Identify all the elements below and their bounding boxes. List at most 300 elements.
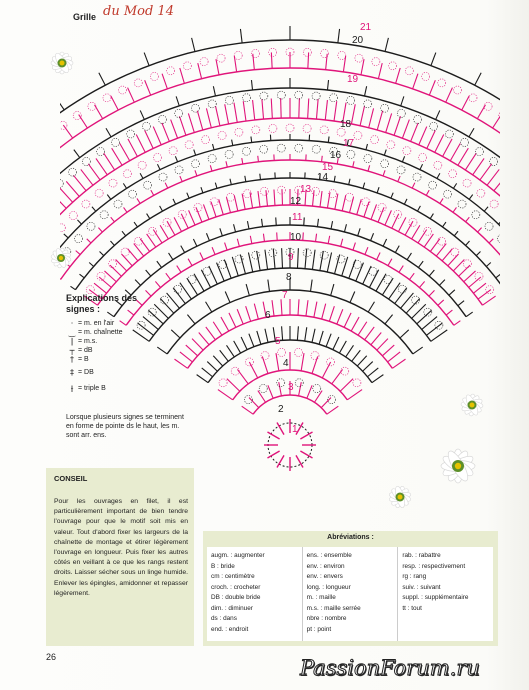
tdb-icon: ┬ xyxy=(69,346,75,355)
chain-loop xyxy=(389,62,397,70)
stitch-mark xyxy=(253,100,255,120)
stitch-mark xyxy=(225,104,229,124)
stitch-mark xyxy=(180,283,191,299)
stitch-mark xyxy=(136,135,145,153)
stitch-mark xyxy=(363,362,373,372)
stitch-mark xyxy=(64,234,68,238)
legend-row xyxy=(66,346,186,355)
row-number: 10 xyxy=(290,232,302,243)
stitch-mark xyxy=(392,359,405,368)
row-arc xyxy=(60,140,500,268)
chain-loop xyxy=(231,367,239,375)
chain-loop xyxy=(429,181,437,189)
stitch-mark xyxy=(242,194,245,210)
stitch-mark xyxy=(322,304,326,319)
chain-loop xyxy=(277,144,285,152)
chain-loop xyxy=(472,211,480,219)
stitch-mark xyxy=(111,217,115,222)
stitch-mark xyxy=(437,173,440,178)
chain-loop xyxy=(463,260,471,268)
stitch-mark xyxy=(466,241,470,245)
chain-loop xyxy=(312,92,320,100)
stitch-mark xyxy=(404,199,407,204)
chain-loop xyxy=(469,94,477,102)
chain-loop xyxy=(451,248,459,256)
stitch-mark xyxy=(419,281,424,287)
stitch-mark xyxy=(60,188,73,203)
stitch-mark xyxy=(386,113,392,132)
stitch-mark xyxy=(459,265,470,276)
abbreviation-item: m. : maille xyxy=(306,594,336,601)
chain-loop xyxy=(175,109,183,117)
stitch-mark xyxy=(232,140,233,146)
chain-loop xyxy=(381,160,389,168)
stitch-mark xyxy=(188,113,194,132)
legend-text: = triple B xyxy=(78,384,106,392)
page-number: 26 xyxy=(46,652,57,662)
stitch-mark xyxy=(251,137,252,143)
stitch-mark xyxy=(383,170,385,176)
stitch-mark xyxy=(240,29,242,43)
chain-loop xyxy=(128,190,136,198)
stitch-mark xyxy=(165,183,168,188)
stitch-mark xyxy=(489,239,493,243)
stitch-mark xyxy=(213,356,222,366)
stitch-mark xyxy=(234,103,237,123)
stitch-mark xyxy=(427,130,435,148)
abbreviation-item: nbre : nombre xyxy=(306,615,347,622)
chain-loop xyxy=(497,235,500,243)
chain-loop xyxy=(413,173,421,181)
chain-loop xyxy=(295,379,303,387)
stitch-mark xyxy=(458,148,468,165)
stitch-mark xyxy=(377,187,379,193)
stitch-mark xyxy=(229,313,236,327)
stitch-mark xyxy=(453,183,456,188)
chain-loop xyxy=(313,385,321,393)
stitch-mark xyxy=(322,156,323,162)
chain-loop xyxy=(303,124,311,132)
stitch-mark xyxy=(429,80,435,95)
stitch-mark xyxy=(180,176,182,182)
chain-loop xyxy=(153,154,161,162)
stitch-mark xyxy=(305,249,307,269)
chain-loop xyxy=(381,104,389,112)
stitch-mark xyxy=(281,98,282,118)
chain-loop xyxy=(294,348,302,356)
chain-loop xyxy=(295,91,303,99)
crochet-chart xyxy=(60,0,500,480)
stitch-mark xyxy=(123,183,126,188)
chain-loop xyxy=(260,187,268,195)
stitch-mark xyxy=(378,63,382,79)
stitch-mark xyxy=(465,153,476,170)
stitch-mark xyxy=(464,271,476,282)
stitch-mark xyxy=(124,207,127,212)
chain-loop xyxy=(353,379,361,387)
stitch-mark xyxy=(151,190,154,195)
legend-text: = B xyxy=(78,356,89,363)
chain-loop xyxy=(354,131,362,139)
stitch-mark xyxy=(346,345,354,357)
stitch-mark xyxy=(153,229,162,242)
chain-loop xyxy=(183,62,191,70)
stitch-mark xyxy=(234,56,236,72)
stitch-mark xyxy=(73,175,86,190)
stitch-mark xyxy=(473,283,485,293)
chain-loop xyxy=(269,124,277,132)
stitch-mark xyxy=(494,175,500,190)
stitch-mark xyxy=(266,190,268,206)
stitch-mark xyxy=(319,331,323,344)
stitch-mark xyxy=(402,120,409,139)
stitch-mark xyxy=(196,207,202,222)
stitch-mark xyxy=(66,181,79,196)
stitch-mark xyxy=(282,248,283,268)
stitch-mark xyxy=(475,73,481,85)
chain-loop xyxy=(259,385,267,393)
stitch-mark xyxy=(60,98,64,110)
stitch-mark xyxy=(122,231,126,236)
chain-loop xyxy=(277,91,285,99)
stitch-mark xyxy=(442,222,445,227)
row-number: 11 xyxy=(292,212,303,223)
chain-loop xyxy=(242,147,250,155)
stitch-mark xyxy=(265,250,268,270)
chain-loop xyxy=(175,166,183,174)
stitch-mark xyxy=(147,214,150,219)
stitch-mark xyxy=(388,259,392,266)
stitch-mark xyxy=(157,261,162,267)
stitch-mark xyxy=(153,127,161,145)
stitch-mark xyxy=(216,59,219,75)
stitch-mark xyxy=(271,52,272,68)
chain-loop xyxy=(369,267,377,275)
handwritten-note: du Mod 14 xyxy=(103,4,174,19)
stitch-mark xyxy=(111,96,118,110)
stitch-mark xyxy=(305,327,307,341)
stitch-mark xyxy=(429,290,435,296)
chain-loop xyxy=(341,367,349,375)
stitch-mark xyxy=(351,104,355,124)
daisy-icon xyxy=(42,44,82,82)
chain-loop xyxy=(87,222,95,230)
row-number: 2 xyxy=(278,404,284,415)
stitch-mark xyxy=(412,183,415,188)
stitch-mark xyxy=(79,115,88,128)
stitch-mark xyxy=(300,451,312,458)
stitch-mark xyxy=(224,260,231,279)
stitch-mark xyxy=(303,232,304,240)
stitch-mark xyxy=(227,379,240,392)
chain-loop xyxy=(397,109,405,117)
abbreviation-item: long. : longueur xyxy=(306,583,351,591)
chain-loop xyxy=(138,161,146,169)
stitch-mark xyxy=(89,263,93,267)
abbreviation-item: end. : endroit xyxy=(211,625,249,633)
stitch-mark xyxy=(206,327,216,340)
stitch-mark xyxy=(176,96,179,105)
stitch-mark xyxy=(365,86,367,96)
chain-loop xyxy=(225,96,233,104)
stitch-mark xyxy=(226,161,227,167)
stitch-mark xyxy=(436,244,446,257)
stitch-mark xyxy=(299,98,300,118)
stitch-mark xyxy=(493,115,500,128)
chain-loop xyxy=(320,126,328,134)
chain-loop xyxy=(490,200,498,208)
chain-loop xyxy=(252,126,260,134)
stitch-mark xyxy=(276,353,279,371)
stitch-mark xyxy=(134,222,137,227)
stitch-mark xyxy=(162,123,169,142)
b-icon: † xyxy=(70,355,74,364)
conseil-title: CONSEIL xyxy=(54,474,88,483)
stitch-mark xyxy=(431,330,447,341)
stitch-mark xyxy=(498,220,500,224)
stitch-mark xyxy=(106,128,111,137)
stitch-mark xyxy=(162,74,167,89)
stitch-mark xyxy=(257,251,260,271)
stitch-mark xyxy=(146,270,151,276)
legend-text: = m. chaînette xyxy=(78,329,123,336)
stitch-mark xyxy=(99,73,105,85)
chain-loop xyxy=(127,130,135,138)
ms-icon: ǀ xyxy=(70,337,74,346)
abbreviation-item: pt : point xyxy=(306,625,332,633)
chain-loop xyxy=(260,145,268,153)
chain-loop xyxy=(458,200,466,208)
stitch-mark xyxy=(353,243,356,251)
stitch-mark xyxy=(181,246,185,253)
conseil-text: Pour les ouvrages en filet, il est particulièrement important de bien tendre l'ouvrage pour que le motif soit mis en valeur. Tout d'abord fixer les largeurs de la chaînette de montage et étirer légèrement l'ouvrage en longueur. Puis fixer les autres côtés en veillant à ce que les rangs restent droits. Laisser sécher sous un linge humide. Enlever les épingles, amidonner et repasser légèrement. xyxy=(54,498,188,597)
stitch-mark xyxy=(466,217,470,222)
stitch-mark xyxy=(120,143,130,160)
chain-loop xyxy=(60,224,65,232)
stitch-mark xyxy=(372,375,383,383)
chain-loop xyxy=(227,193,235,201)
daisy-icon xyxy=(428,438,488,494)
stitch-mark xyxy=(160,206,163,211)
stitch-mark xyxy=(334,101,337,121)
stitch-mark xyxy=(418,229,427,242)
stitch-mark xyxy=(194,150,196,156)
chain-loop xyxy=(201,136,209,144)
stitch-mark xyxy=(128,139,137,157)
stitch-mark xyxy=(341,239,343,247)
stitch-mark xyxy=(179,116,185,135)
stitch-mark xyxy=(469,277,481,287)
stitch-mark xyxy=(193,239,196,246)
stitch-mark xyxy=(384,150,386,156)
stitch-mark xyxy=(258,156,259,162)
chain-loop xyxy=(430,122,438,130)
chain-loop xyxy=(321,50,329,58)
stitch-mark xyxy=(272,300,274,316)
chain-loop xyxy=(414,115,422,123)
stitch-mark xyxy=(246,284,249,296)
chain-loop xyxy=(269,48,277,56)
chain-loop xyxy=(159,173,167,181)
chain-loop xyxy=(371,136,379,144)
chain-loop xyxy=(364,155,372,163)
legend-row xyxy=(66,319,186,328)
stitch-mark xyxy=(145,80,151,95)
chain-loop xyxy=(178,210,186,218)
chain-loop xyxy=(438,237,446,245)
stitch-mark xyxy=(335,194,338,210)
stitch-mark xyxy=(96,158,107,174)
chain-loop xyxy=(312,145,320,153)
stitch-mark xyxy=(63,125,72,138)
stitch-mark xyxy=(367,368,378,377)
stitch-mark xyxy=(329,306,334,321)
stitch-mark xyxy=(364,202,369,217)
stitch-mark xyxy=(128,249,138,261)
stitch-mark xyxy=(217,263,225,281)
stitch-mark xyxy=(308,52,309,68)
stitch-mark xyxy=(331,221,333,229)
stitch-mark xyxy=(298,248,299,268)
stitch-mark xyxy=(195,170,197,176)
stitch-mark xyxy=(405,221,413,235)
stitch-mark xyxy=(79,274,84,278)
stitch-mark xyxy=(399,217,406,231)
chain-loop xyxy=(208,100,216,108)
chain-loop xyxy=(194,204,202,212)
chain-loop xyxy=(163,218,171,226)
abbr-column-1 xyxy=(207,547,303,641)
stitch-mark xyxy=(301,353,304,371)
stitch-mark xyxy=(368,302,374,312)
stitch-mark xyxy=(200,253,203,260)
stitch-mark xyxy=(277,232,278,240)
stitch-mark xyxy=(160,225,168,239)
chain-loop xyxy=(454,86,462,94)
stitch-mark xyxy=(187,193,189,199)
row-number: 16 xyxy=(330,150,342,161)
stitch-mark xyxy=(398,176,400,182)
stitch-mark xyxy=(478,228,482,232)
stitch-mark xyxy=(347,390,362,400)
stitch-mark xyxy=(94,283,106,293)
row-number: 6 xyxy=(265,310,271,321)
stitch-mark xyxy=(371,333,381,345)
stitch-mark xyxy=(385,210,391,225)
abbreviation-item: env. : environ xyxy=(306,562,345,570)
stitch-mark xyxy=(369,270,378,288)
stitch-mark xyxy=(401,293,414,308)
stitch-mark xyxy=(202,368,213,377)
row-number: 1 xyxy=(292,424,298,435)
stitch-mark xyxy=(426,190,429,195)
chain-loop xyxy=(387,141,395,149)
stitch-mark xyxy=(225,243,228,251)
row-number: 19 xyxy=(347,74,359,85)
stitch-mark xyxy=(466,312,473,317)
row-number: 17 xyxy=(343,138,355,149)
stitch-mark xyxy=(181,214,188,228)
stitch-mark xyxy=(245,176,246,182)
stitch-mark xyxy=(171,120,178,139)
stitch-mark xyxy=(140,173,143,178)
stitch-mark xyxy=(100,251,104,255)
stitch-mark xyxy=(299,382,302,396)
stitch-mark xyxy=(227,345,235,357)
stitch-mark xyxy=(320,191,322,207)
stitch-mark xyxy=(368,165,370,171)
stitch-mark xyxy=(407,253,411,260)
chain-loop xyxy=(191,104,199,112)
stitch-mark xyxy=(128,88,135,103)
stitch-mark xyxy=(316,234,317,242)
chain-loop xyxy=(419,154,427,162)
abbreviation-item: augm. : augmenter xyxy=(211,552,265,559)
legend-row xyxy=(66,337,186,346)
stitch-mark xyxy=(251,80,252,90)
stitch-mark xyxy=(210,165,212,171)
stitch-mark xyxy=(306,300,308,316)
chain-loop xyxy=(329,94,337,102)
abbreviation-item: ens. : ensemble xyxy=(306,552,352,559)
stitch-mark xyxy=(402,156,404,162)
stitch-mark xyxy=(325,100,327,120)
stitch-mark xyxy=(116,259,127,271)
stitch-mark xyxy=(201,187,203,193)
abbreviation-item: suiv. : suivant xyxy=(402,583,441,591)
chain-loop xyxy=(477,189,485,197)
stitch-mark xyxy=(189,210,195,225)
abbr-column-3 xyxy=(398,547,493,641)
stitch-mark xyxy=(220,350,229,361)
chain-loop xyxy=(277,186,285,194)
stitch-mark xyxy=(332,369,343,383)
stitch-mark xyxy=(144,53,149,66)
stitch-mark xyxy=(388,352,400,362)
abbreviations-title: Abréviations : xyxy=(327,534,374,541)
row-number: 5 xyxy=(275,336,281,347)
legend-row xyxy=(66,380,186,396)
stitch-mark xyxy=(462,96,469,110)
stitch-mark xyxy=(174,217,181,231)
dash-icon: ‿ xyxy=(68,328,76,337)
stitch-mark xyxy=(378,207,384,222)
stitch-mark xyxy=(147,234,156,247)
stitch-mark xyxy=(225,292,230,303)
stitch-mark xyxy=(220,228,223,236)
chain-loop xyxy=(449,170,457,178)
dot-icon: · xyxy=(70,319,74,328)
stitch-mark xyxy=(476,251,480,255)
stitch-mark xyxy=(192,339,203,351)
grille-title: Grille xyxy=(73,12,97,22)
chain-loop xyxy=(158,115,166,123)
chain-loop xyxy=(394,210,402,218)
stitch-mark xyxy=(135,280,141,286)
legend-title: Explications des signes : xyxy=(66,293,138,314)
chain-loop xyxy=(200,58,208,66)
stitch-mark xyxy=(308,99,309,119)
stitch-mark xyxy=(241,337,247,350)
legend-row xyxy=(66,328,186,337)
stitch-mark xyxy=(212,247,215,254)
abbreviation-item: rg : rang xyxy=(402,573,427,580)
stitch-mark xyxy=(446,310,452,315)
chain-loop xyxy=(463,179,471,187)
stitch-mark xyxy=(87,239,91,243)
stitch-mark xyxy=(377,253,380,260)
stitch-mark xyxy=(242,406,253,414)
